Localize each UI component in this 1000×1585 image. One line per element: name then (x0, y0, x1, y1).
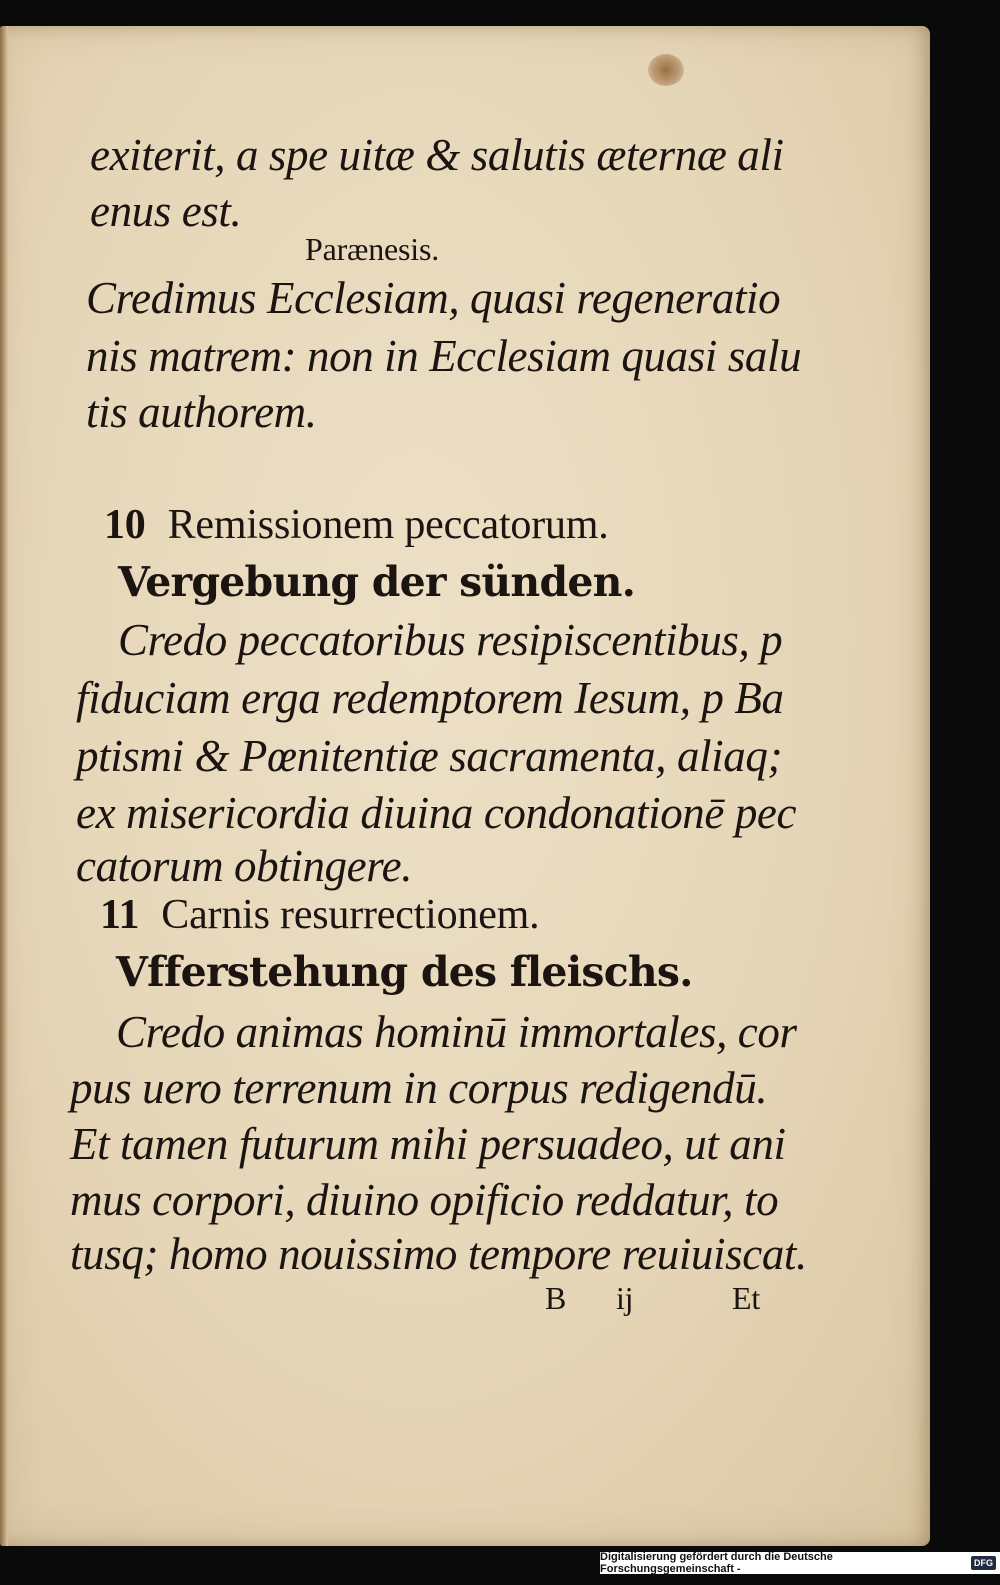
catchword: Et (732, 1280, 761, 1316)
article-10-line-4: ex misericordia diuina condonationē pec (76, 788, 797, 838)
article-10-line-1: Credo peccatoribus resipiscentibus, p (118, 615, 783, 665)
article-11-line-3: Et tamen futurum mihi persuadeo, ut ani (70, 1119, 786, 1169)
article-10-line-5: catorum obtingere. (76, 841, 413, 891)
article-10-line-3: ptismi & Pœnitentiæ sacramenta, aliaq; (76, 731, 783, 781)
digitization-credit (600, 1552, 1000, 1574)
article-11-line-2: pus uero terrenum in corpus redigendū. (70, 1063, 768, 1113)
signature-mark: B ij (545, 1280, 634, 1316)
article-11-heading (100, 894, 539, 936)
article-11-latin-title: Carnis resurrectionem. (161, 892, 540, 938)
paragraph-1-line-1: exiterit, a spe uitæ & salutis æternæ ali (90, 130, 784, 180)
paragraph-2-line-3: tis authorem. (86, 387, 317, 437)
article-10-german-title: Vergebung der sünden. (118, 558, 636, 606)
paragraph-1-line-2: enus est. (90, 186, 242, 236)
book-page (0, 26, 930, 1546)
article-11-line-4: mus corpori, diuino opificio reddatur, to (70, 1175, 779, 1225)
article-10-line-2: fiduciam erga redemptorem Iesum, p Ba (76, 673, 784, 723)
article-11-german-title: Vfferstehung des fleischs. (116, 948, 693, 996)
heading-paraenesis: Parænesis. (305, 231, 440, 267)
page-text (0, 26, 930, 1546)
article-11-line-5: tusq; homo nouissimo tempore reuiuiscat. (70, 1229, 807, 1279)
article-10-heading (104, 504, 609, 546)
paragraph-2-line-1: Credimus Ecclesiam, quasi regeneratio (86, 273, 781, 323)
credit-text: Digitalisierung gefördert durch die Deutsche Forschungsgemeinschaft - (600, 1551, 833, 1575)
article-10-number: 10 (104, 502, 146, 548)
article-10-latin-title: Remissionem peccatorum. (167, 502, 609, 548)
paragraph-2-line-2: nis matrem: non in Ecclesiam quasi salu (86, 331, 802, 381)
article-11-number: 11 (100, 892, 140, 938)
dfg-logo: DFG (971, 1556, 996, 1570)
article-11-line-1: Credo animas hominū immortales, cor (116, 1007, 797, 1057)
